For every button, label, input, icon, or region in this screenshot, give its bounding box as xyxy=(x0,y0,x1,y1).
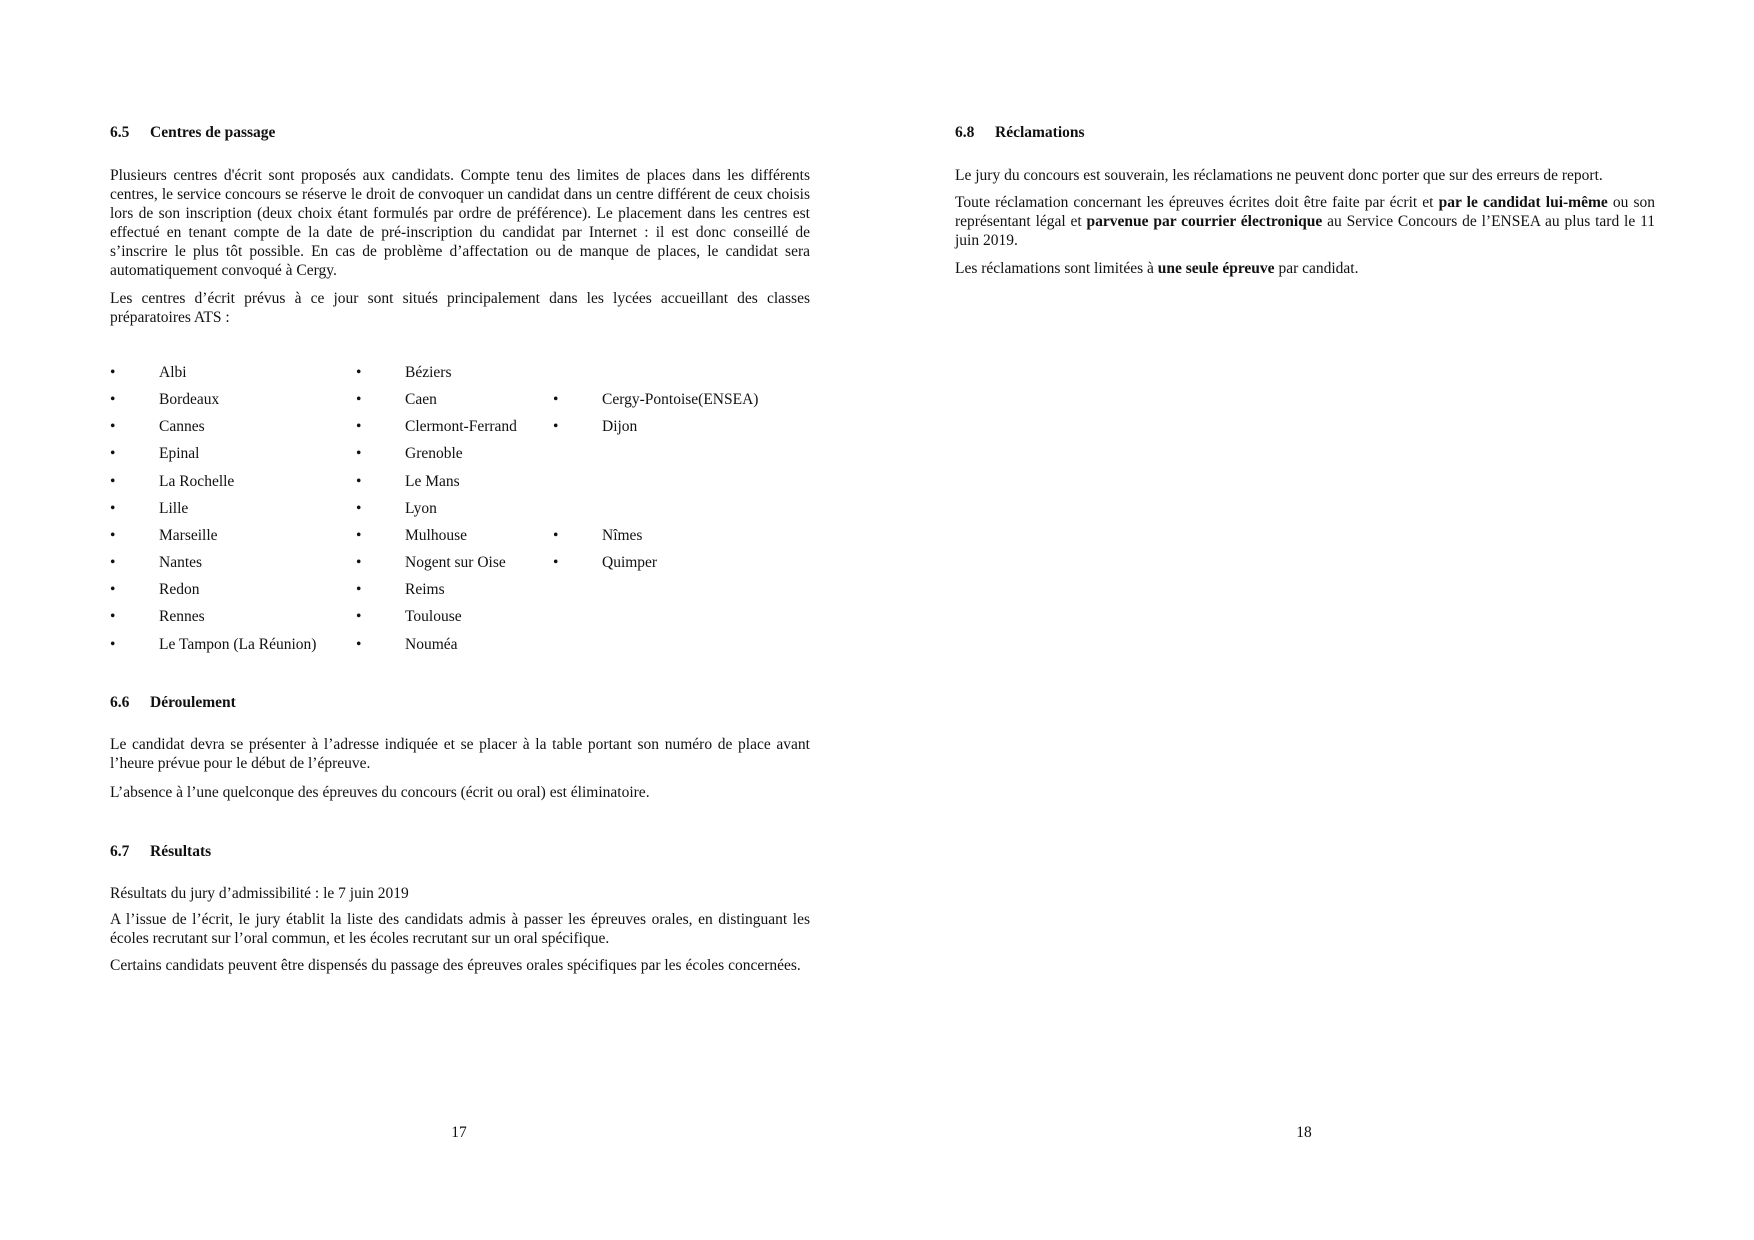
bullet-icon: • xyxy=(356,418,362,435)
centre-name: Quimper xyxy=(602,554,658,571)
deroulement-paragraph-2: L’absence à l’une quelconque des épreuves du concours (écrit ou oral) est éliminatoire. xyxy=(110,784,650,801)
section-6-7-heading xyxy=(110,843,211,861)
centre-name: Cannes xyxy=(159,418,205,435)
centre-name: Dijon xyxy=(602,418,638,435)
bullet-icon: • xyxy=(110,473,116,490)
centre-name: Caen xyxy=(405,391,437,408)
reclamations-paragraph-3 xyxy=(955,259,1655,278)
deroulement-paragraph-1: Le candidat devra se présenter à l’adresse indiquée et se placer à la table portant son numéro de place avant l’heure prévue pour le début de l’épreuve. xyxy=(110,736,810,772)
bullet-icon: • xyxy=(553,554,559,571)
bullet-icon: • xyxy=(110,364,116,381)
centre-name: Béziers xyxy=(405,364,452,381)
page-number: 17 xyxy=(451,1124,467,1141)
section-title: Résultats xyxy=(150,843,212,860)
bullet-icon: • xyxy=(356,500,362,517)
bullet-icon: • xyxy=(356,527,362,544)
bullet-icon: • xyxy=(356,554,362,571)
centres-paragraph-1: Plusieurs centres d'écrit sont proposés aux candidats. Compte tenu des limites de places dans les différents centres, le service concours se réserve le droit de convoquer un candidat dans un centre différent de ceux choisis lors de son inscription (deux choix étant formulés par ordre de préférence). Le placement dans les centres est effectué en tenant compte de la date de pré-inscription du candidat par Internet : il est donc conseillé de s’inscrire le plus tôt possible. En cas de problème d’affectation ou de manque de places, le candidat sera automatiquement convoqué à Cergy. xyxy=(110,167,810,279)
centre-name: Grenoble xyxy=(405,445,463,462)
bullet-icon: • xyxy=(110,554,116,571)
centre-name: Bordeaux xyxy=(159,391,220,408)
bullet-icon: • xyxy=(356,364,362,381)
section-number: 6.7 xyxy=(110,843,130,860)
bullet-icon: • xyxy=(356,473,362,490)
bullet-icon: • xyxy=(356,608,362,625)
resultats-paragraph-2: A l’issue de l’écrit, le jury établit la liste des candidats admis à passer les épreuves orales, en distinguant les écoles recrutant sur l’oral commun, et les écoles recrutant sur un oral spécifique. xyxy=(110,911,810,947)
bullet-icon: • xyxy=(356,581,362,598)
bullet-icon: • xyxy=(110,418,116,435)
bullet-icon: • xyxy=(110,391,116,408)
bullet-icon: • xyxy=(553,391,559,408)
centre-name: Le Tampon (La Réunion) xyxy=(159,636,317,653)
reclamations-paragraph-1: Le jury du concours est souverain, les réclamations ne peuvent donc porter que sur des erreurs de report. xyxy=(955,167,1603,184)
bullet-icon: • xyxy=(553,418,559,435)
bullet-icon: • xyxy=(110,445,116,462)
bullet-icon: • xyxy=(356,445,362,462)
text-run: au Service Concours de l’ENSEA au plus tard le 11 juin 2019. xyxy=(955,213,1655,249)
centres-paragraph-2: Les centres d’écrit prévus à ce jour sont situés principalement dans les lycées accueillant des classes préparatoires ATS : xyxy=(110,290,810,326)
centre-name: Epinal xyxy=(159,445,200,462)
bullet-icon: • xyxy=(110,527,116,544)
section-number: 6.8 xyxy=(955,124,975,141)
page-number: 18 xyxy=(1296,1124,1312,1141)
centre-name: Le Mans xyxy=(405,473,460,490)
centre-name: Clermont-Ferrand xyxy=(405,418,517,435)
resultats-paragraph-1: Résultats du jury d’admissibilité : le 7 juin 2019 xyxy=(110,885,409,902)
bullet-icon: • xyxy=(356,636,362,653)
text-run: Les réclamations sont limitées à xyxy=(955,260,1158,277)
text-run: Toute réclamation concernant les épreuves écrites doit être faite par écrit et xyxy=(955,194,1439,211)
centre-name: Redon xyxy=(159,581,200,598)
bullet-icon: • xyxy=(110,608,116,625)
reclamations-paragraph-2 xyxy=(955,193,1655,250)
section-title: Réclamations xyxy=(995,124,1085,141)
centre-name: Lille xyxy=(159,500,189,517)
centre-name: Nîmes xyxy=(602,527,643,544)
centre-name: Marseille xyxy=(159,527,218,544)
centre-name: Rennes xyxy=(159,608,205,625)
section-6-8-heading xyxy=(955,124,1085,142)
section-number: 6.6 xyxy=(110,694,130,711)
bullet-icon: • xyxy=(110,636,116,653)
centre-name: Cergy-Pontoise(ENSEA) xyxy=(602,391,759,408)
centre-name: Nouméa xyxy=(405,636,458,653)
bullet-icon: • xyxy=(356,391,362,408)
centre-name: Nogent sur Oise xyxy=(405,554,506,571)
bullet-icon: • xyxy=(553,527,559,544)
section-6-5-heading xyxy=(110,124,275,142)
bold-text: une seule épreuve xyxy=(1157,260,1275,277)
resultats-paragraph-3: Certains candidats peuvent être dispensés du passage des épreuves orales spécifiques par les écoles concernées. xyxy=(110,957,801,974)
centre-name: Albi xyxy=(159,364,187,381)
right-page xyxy=(877,0,1754,1240)
centre-name: Nantes xyxy=(159,554,203,571)
bold-text: parvenue par courrier électronique xyxy=(1086,213,1323,230)
text-run: par candidat. xyxy=(1274,260,1359,277)
section-title: Déroulement xyxy=(150,694,236,711)
centre-name: La Rochelle xyxy=(159,473,235,490)
bold-text: par le candidat lui-même xyxy=(1438,194,1608,211)
centre-name: Reims xyxy=(405,581,445,598)
section-number: 6.5 xyxy=(110,124,130,141)
bullet-icon: • xyxy=(110,581,116,598)
centre-name: Mulhouse xyxy=(405,527,467,544)
section-6-6-heading xyxy=(110,694,236,712)
bullet-icon: • xyxy=(110,500,116,517)
centre-name: Lyon xyxy=(405,500,437,517)
centre-name: Toulouse xyxy=(405,608,462,625)
text-run: ou son représentant légal et xyxy=(955,194,1655,230)
section-title: Centres de passage xyxy=(150,124,276,141)
